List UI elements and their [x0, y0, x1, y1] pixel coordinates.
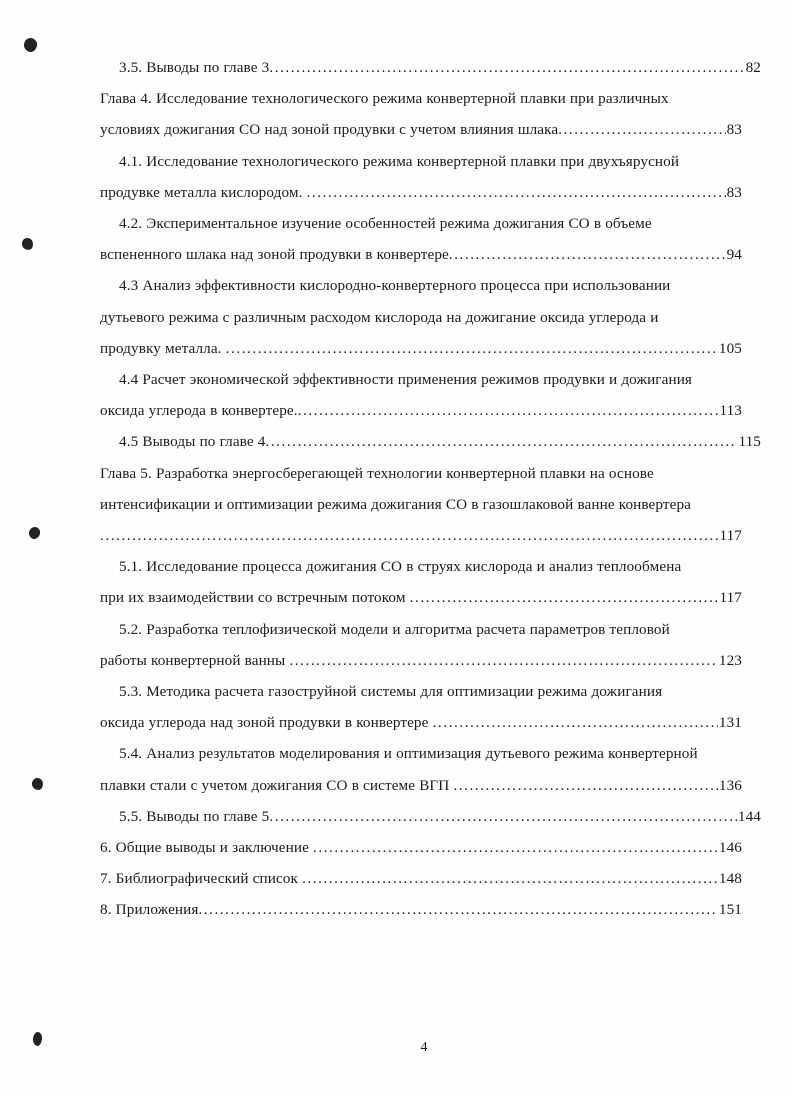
toc-entry-tail	[100, 645, 742, 676]
toc-leader-dots	[449, 239, 726, 270]
toc-entry-title-end: 3.5. Выводы по главе 3	[119, 59, 270, 76]
toc-entry[interactable]	[100, 738, 742, 800]
toc-entry-tail	[100, 707, 742, 738]
toc-entry[interactable]	[100, 208, 742, 270]
toc-entry-title-end: оксида углерода в конвертере.	[100, 402, 298, 420]
toc-entry-title-line: 4.1. Исследование технологического режима конвертерной плавки при двухъярусной	[119, 152, 680, 170]
toc-entry-title-line: 4.2. Экспериментальное изучение особенностей режима дожигания СО в объеме	[119, 215, 652, 233]
page-number-footer: 4	[420, 1040, 428, 1055]
toc-entry-title-end: 6. Общие выводы и заключение	[100, 839, 314, 857]
toc-entry-tail	[100, 832, 742, 863]
toc-page-number: 113	[719, 402, 742, 420]
toc-entry-title-end: плавки стали с учетом дожигания СО в системе ВГП	[100, 776, 454, 794]
toc-entry-title-end: 4.5 Выводы по главе 4	[119, 433, 266, 451]
toc-entry-title-line: 4.3 Анализ эффективности кислородно-конвертерного процесса при использовании	[119, 277, 671, 295]
toc-page-number: 123	[718, 651, 742, 669]
toc-entry-tail	[100, 520, 742, 551]
toc-entry[interactable]	[100, 52, 761, 83]
toc-page-number: 117	[719, 589, 742, 607]
toc-leader-dots	[298, 395, 719, 426]
toc-entry-tail	[100, 177, 742, 208]
toc-entry-title-line: 5.3. Методика расчета газоструйной системы для оптимизации режима дожигания	[119, 683, 663, 701]
toc-page-number: 146	[718, 839, 742, 857]
toc-entry[interactable]	[100, 832, 742, 863]
scan-speckle-1	[23, 37, 39, 53]
toc-entry-title-line: дутьевого режима с различным расходом кислорода на дожигание оксида углерода и	[100, 308, 659, 326]
toc-entry-title-end: 7. Библиографический список	[100, 870, 303, 888]
scan-speckle-3	[27, 525, 42, 540]
toc-entry-title-line: 5.1. Исследование процесса дожигания СО в струях кислорода и анализ теплообмена	[119, 558, 682, 576]
toc-entry[interactable]	[100, 270, 742, 364]
toc-page-number: 83	[726, 121, 742, 139]
toc-entry-title-end: при их взаимодействии со встречным потоком	[100, 589, 410, 607]
toc-leader-dots	[307, 177, 726, 208]
toc-entry-title-end: 5.5. Выводы по главе 5	[119, 807, 270, 825]
toc-entry-title-end: продувке металла кислородом.	[100, 183, 307, 201]
toc-entry-tail	[100, 52, 761, 83]
toc-entry-tail	[100, 426, 761, 457]
toc-entry[interactable]	[100, 458, 742, 552]
toc-page-number: 117	[719, 527, 742, 545]
toc-entry[interactable]	[100, 614, 742, 676]
toc-entry-title-end: вспененного шлака над зоной продувки в конвертере	[100, 246, 449, 264]
toc-entry-tail	[100, 801, 761, 832]
toc-page-number: 94	[726, 246, 742, 264]
toc-leader-dots	[269, 52, 744, 83]
toc-entry-tail	[100, 894, 742, 925]
toc-page-number: 131	[718, 714, 742, 732]
scan-speckle-4	[31, 777, 44, 790]
toc-leader-dots	[289, 645, 717, 676]
toc-entry-title-line: 4.4 Расчет экономической эффективности применения режимов продувки и дожигания	[119, 371, 693, 389]
toc-entry[interactable]	[100, 364, 742, 426]
toc-entry-tail	[100, 114, 742, 145]
toc-entry-title-line: Глава 5. Разработка энергосберегающей технологии конвертерной плавки на основе	[100, 464, 654, 482]
toc-leader-dots	[410, 582, 719, 613]
toc-entry-title-end: оксида углерода над зоной продувки в конвертере	[100, 714, 433, 732]
toc-entry[interactable]	[100, 83, 742, 145]
toc-leader-dots	[100, 520, 718, 551]
toc-page-number: 105	[718, 339, 742, 357]
toc-page-number: 144	[737, 807, 761, 825]
toc-entry[interactable]	[100, 551, 742, 613]
toc-entry-title-end: 8. Приложения	[100, 901, 199, 919]
toc-entry-title-line: Глава 4. Исследование технологического режима конвертерной плавки при различных	[100, 90, 669, 108]
toc-entry-title-end: работы конвертерной ванны	[100, 651, 290, 669]
toc-entry-title-line: 5.2. Разработка теплофизической модели и алгоритма расчета параметров тепловой	[119, 620, 670, 638]
toc-page-number: 148	[718, 870, 742, 888]
toc-leader-dots	[558, 114, 725, 145]
toc-entry-title-line: 5.4. Анализ результатов моделирования и оптимизация дутьевого режима конвертерной	[119, 745, 698, 763]
scan-speckle-2	[20, 237, 34, 252]
toc-entry[interactable]	[100, 676, 742, 738]
toc-leader-dots	[453, 770, 717, 801]
toc-page-number: 151	[718, 901, 742, 919]
toc-entry[interactable]	[100, 801, 761, 832]
toc-page-number: 115	[738, 433, 761, 451]
toc-page-number: 83	[726, 183, 742, 201]
toc-entry-title-line: интенсификации и оптимизации режима дожигания СО в газошлаковой ванне конвертера	[100, 495, 692, 513]
toc-entry[interactable]	[100, 426, 761, 457]
toc-leader-dots	[269, 801, 737, 832]
toc-leader-dots	[198, 894, 717, 925]
toc-entry-tail	[100, 239, 742, 270]
toc-entry-tail	[100, 395, 742, 426]
toc-entry-tail	[100, 770, 742, 801]
toc-entry-tail	[100, 333, 742, 364]
toc-entry[interactable]	[100, 146, 742, 208]
toc-entry-tail	[100, 582, 742, 613]
toc-entry[interactable]	[100, 863, 742, 894]
toc-page-number: 82	[745, 59, 761, 76]
toc-leader-dots	[265, 426, 737, 457]
toc-entry-title-end: продувку металла.	[100, 339, 226, 357]
toc-leader-dots	[313, 832, 718, 863]
toc-leader-dots	[433, 707, 718, 738]
toc-leader-dots	[302, 863, 718, 894]
toc-page-number: 136	[718, 776, 742, 794]
toc-entry-title-end: условиях дожигания СО над зоной продувки с учетом влияния шлака	[100, 121, 559, 139]
toc-entry[interactable]	[100, 894, 742, 925]
table-of-contents	[100, 52, 761, 926]
toc-entry-tail	[100, 863, 742, 894]
toc-leader-dots	[226, 333, 718, 364]
